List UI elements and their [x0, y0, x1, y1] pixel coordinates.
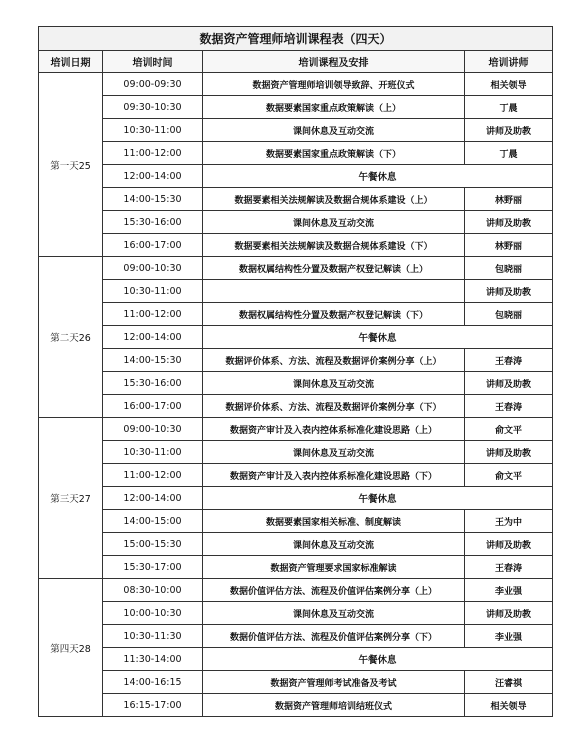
session-time: 11:00-12:00 [103, 303, 203, 326]
session-content: 数据要素国家重点政策解读（下） [203, 142, 465, 165]
table-row [39, 257, 553, 280]
table-row [39, 625, 553, 648]
table-row [39, 464, 553, 487]
session-time: 10:00-10:30 [103, 602, 203, 625]
session-content: 数据资产管理要求国家标准解读 [203, 556, 465, 579]
day-label: 第三天27 [39, 418, 103, 579]
session-teacher: 相关领导 [465, 73, 553, 96]
session-time: 16:15-17:00 [103, 694, 203, 717]
session-time: 10:30-11:00 [103, 280, 203, 303]
session-teacher: 讲师及助教 [465, 211, 553, 234]
session-content: 数据资产管理师考试准备及考试 [203, 671, 465, 694]
session-time: 14:00-16:15 [103, 671, 203, 694]
table-row [39, 418, 553, 441]
session-content: 数据要素国家重点政策解读（上） [203, 96, 465, 119]
session-content: 课间休息及互动交流 [203, 372, 465, 395]
session-time: 09:00-10:30 [103, 418, 203, 441]
session-time: 15:00-15:30 [103, 533, 203, 556]
session-time: 09:30-10:30 [103, 96, 203, 119]
header-content: 培训课程及安排 [203, 51, 465, 73]
session-content [203, 280, 465, 303]
session-teacher: 讲师及助教 [465, 533, 553, 556]
session-time: 08:30-10:00 [103, 579, 203, 602]
session-time: 12:00-14:00 [103, 487, 203, 510]
session-teacher: 丁晨 [465, 142, 553, 165]
session-content: 数据价值评估方法、流程及价值评估案例分享（下） [203, 625, 465, 648]
session-content: 数据价值评估方法、流程及价值评估案例分享（上） [203, 579, 465, 602]
table-row [39, 441, 553, 464]
table-row [39, 234, 553, 257]
session-time: 12:00-14:00 [103, 326, 203, 349]
table-row [39, 211, 553, 234]
break-label: 午餐休息 [203, 165, 553, 188]
session-content: 数据权属结构性分置及数据产权登记解读（上） [203, 257, 465, 280]
session-content: 数据资产管理师培训领导致辞、开班仪式 [203, 73, 465, 96]
table-row [39, 372, 553, 395]
table-row [39, 602, 553, 625]
day-label: 第二天26 [39, 257, 103, 418]
session-teacher: 包晓丽 [465, 303, 553, 326]
session-teacher: 王春涛 [465, 349, 553, 372]
session-time: 10:30-11:00 [103, 119, 203, 142]
session-content: 数据评价体系、方法、流程及数据评价案例分享（下） [203, 395, 465, 418]
session-time: 09:00-10:30 [103, 257, 203, 280]
session-time: 09:00-09:30 [103, 73, 203, 96]
day-label: 第一天25 [39, 73, 103, 257]
table-row [39, 119, 553, 142]
session-teacher: 俞文平 [465, 464, 553, 487]
session-time: 16:00-17:00 [103, 234, 203, 257]
schedule-sheet [38, 26, 552, 717]
session-teacher: 讲师及助教 [465, 441, 553, 464]
table-title: 数据资产管理师培训课程表（四天） [39, 27, 553, 51]
table-row [39, 510, 553, 533]
session-teacher: 汪睿祺 [465, 671, 553, 694]
session-content: 数据评价体系、方法、流程及数据评价案例分享（上） [203, 349, 465, 372]
table-row [39, 96, 553, 119]
session-teacher: 王春涛 [465, 556, 553, 579]
session-content: 课间休息及互动交流 [203, 211, 465, 234]
session-time: 14:00-15:00 [103, 510, 203, 533]
break-label: 午餐休息 [203, 648, 553, 671]
session-time: 14:00-15:30 [103, 349, 203, 372]
table-row [39, 165, 553, 188]
session-content: 数据权属结构性分置及数据产权登记解读（下） [203, 303, 465, 326]
session-content: 课间休息及互动交流 [203, 441, 465, 464]
session-teacher: 讲师及助教 [465, 602, 553, 625]
session-teacher: 包晓丽 [465, 257, 553, 280]
header-date: 培训日期 [39, 51, 103, 73]
table-row [39, 487, 553, 510]
table-row [39, 188, 553, 211]
day-label: 第四天28 [39, 579, 103, 717]
session-teacher: 李业强 [465, 625, 553, 648]
session-content: 数据资产管理师培训结班仪式 [203, 694, 465, 717]
table-row [39, 671, 553, 694]
session-teacher: 丁晨 [465, 96, 553, 119]
session-content: 课间休息及互动交流 [203, 119, 465, 142]
table-row [39, 579, 553, 602]
session-time: 11:00-12:00 [103, 464, 203, 487]
table-row [39, 326, 553, 349]
table-row [39, 533, 553, 556]
table-row [39, 142, 553, 165]
session-teacher: 俞文平 [465, 418, 553, 441]
session-time: 10:30-11:00 [103, 441, 203, 464]
break-label: 午餐休息 [203, 487, 553, 510]
session-teacher: 王为中 [465, 510, 553, 533]
session-teacher: 讲师及助教 [465, 119, 553, 142]
session-teacher: 林野丽 [465, 234, 553, 257]
session-time: 15:30-16:00 [103, 372, 203, 395]
session-teacher: 李业强 [465, 579, 553, 602]
session-time: 15:30-16:00 [103, 211, 203, 234]
session-content: 数据要素相关法规解读及数据合规体系建设（上） [203, 188, 465, 211]
table-row [39, 395, 553, 418]
session-content: 数据要素相关法规解读及数据合规体系建设（下） [203, 234, 465, 257]
session-content: 数据资产审计及入表内控体系标准化建设思路（下） [203, 464, 465, 487]
table-row [39, 694, 553, 717]
session-teacher: 王春涛 [465, 395, 553, 418]
session-time: 15:30-17:00 [103, 556, 203, 579]
session-teacher: 林野丽 [465, 188, 553, 211]
schedule-table [38, 26, 553, 717]
table-row [39, 73, 553, 96]
session-time: 14:00-15:30 [103, 188, 203, 211]
title-row [39, 27, 553, 51]
session-teacher: 相关领导 [465, 694, 553, 717]
session-teacher: 讲师及助教 [465, 372, 553, 395]
session-teacher: 讲师及助教 [465, 280, 553, 303]
break-label: 午餐休息 [203, 326, 553, 349]
table-row [39, 280, 553, 303]
session-time: 10:30-11:30 [103, 625, 203, 648]
table-row [39, 648, 553, 671]
header-time: 培训时间 [103, 51, 203, 73]
table-row [39, 349, 553, 372]
session-content: 课间休息及互动交流 [203, 533, 465, 556]
header-row [39, 51, 553, 73]
session-time: 12:00-14:00 [103, 165, 203, 188]
header-teacher: 培训讲师 [465, 51, 553, 73]
session-time: 11:30-14:00 [103, 648, 203, 671]
session-content: 数据资产审计及入表内控体系标准化建设思路（上） [203, 418, 465, 441]
session-content: 课间休息及互动交流 [203, 602, 465, 625]
table-row [39, 303, 553, 326]
session-time: 16:00-17:00 [103, 395, 203, 418]
session-time: 11:00-12:00 [103, 142, 203, 165]
session-content: 数据要素国家相关标准、制度解读 [203, 510, 465, 533]
table-row [39, 556, 553, 579]
